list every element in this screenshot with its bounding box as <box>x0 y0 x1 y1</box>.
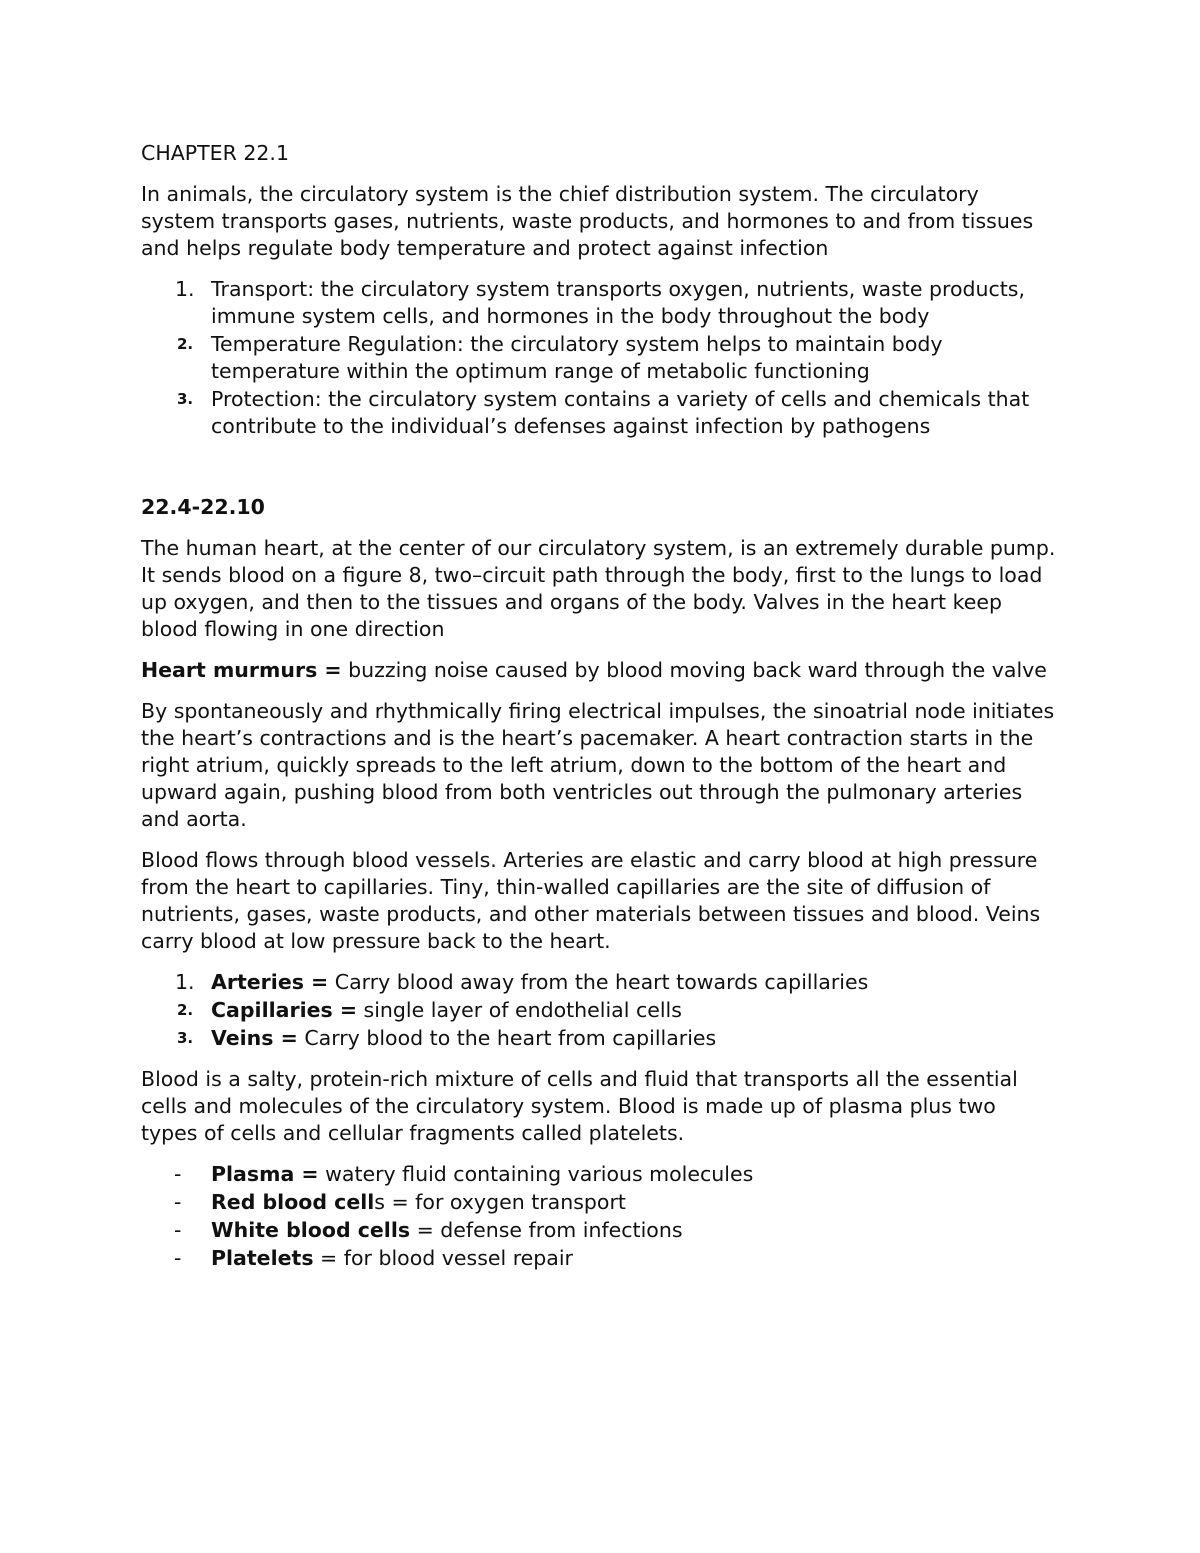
section-spacer <box>141 454 1056 494</box>
list-item-term: Veins = <box>211 1026 298 1050</box>
blood-paragraph: Blood is a salty, protein-rich mixture of cells and fluid that transports all the essential cells and molecules of the circulatory system. Blood is made up of plasma plus two types of cells and cellular fragments called platelets. <box>141 1067 1018 1145</box>
list-item <box>141 997 1056 1024</box>
list-marker: 1. <box>175 277 195 301</box>
list-item <box>141 386 1056 440</box>
list-item-text: = defense from infections <box>410 1218 683 1242</box>
list-item-term: Capillaries = <box>211 998 358 1022</box>
list-item <box>141 969 1056 996</box>
functions-list <box>141 276 1056 440</box>
list-item-text: Protection: the circulatory system contains a variety of cells and chemicals that contribute to the individual’s defenses against infection by pathogens <box>211 387 1030 438</box>
section-heading: 22.4-22.10 <box>141 495 265 519</box>
list-item-text: Temperature Regulation: the circulatory system helps to maintain body temperature within the optimum range of metabolic functioning <box>211 332 943 383</box>
list-marker: 1. <box>175 970 195 994</box>
list-marker: - <box>174 1190 182 1214</box>
list-item-text: single layer of endothelial cells <box>357 998 682 1022</box>
murmur-paragraph <box>141 657 1056 684</box>
list-item <box>141 331 1056 385</box>
list-item-text: Carry blood to the heart from capillaries <box>297 1026 717 1050</box>
list-item-term: Red blood cell <box>211 1190 375 1214</box>
document-page <box>141 140 1056 1286</box>
list-item <box>141 276 1056 330</box>
list-item-text: = for blood vessel repair <box>313 1246 573 1270</box>
sinoatrial-paragraph: By spontaneously and rhythmically firing electrical impulses, the sinoatrial node initiates the heart’s contractions and is the heart’s pacemaker. A heart contraction starts in the right atrium, quickly spreads to the left atrium, down to the bottom of the heart and upward again, pushing blood from both ventricles out through the pulmonary arteries and aorta. <box>141 699 1055 831</box>
vessels-list <box>141 969 1056 1052</box>
list-item-term: Plasma = <box>211 1162 319 1186</box>
list-item <box>141 1217 1056 1244</box>
vessels-paragraph: Blood flows through blood vessels. Arteries are elastic and carry blood at high pressure from the heart to capillaries. Tiny, thin-walled capillaries are the site of diffusion of nutrients, gases, waste products, and other materials between tissues and blood. Veins carry blood at low pressure back to the heart. <box>141 848 1041 953</box>
list-item-text: Transport: the circulatory system transports oxygen, nutrients, waste products, immune system cells, and hormones in the body throughout the body <box>211 277 1025 328</box>
chapter-heading: CHAPTER 22.1 <box>141 141 289 165</box>
intro-paragraph: In animals, the circulatory system is the chief distribution system. The circulatory system transports gases, nutrients, waste products, and hormones to and from tissues and helps regulate body temperature and protect against infection <box>141 182 1034 260</box>
list-marker: - <box>174 1218 182 1242</box>
list-item-text: s = for oxygen transport <box>374 1190 626 1214</box>
list-marker: 3. <box>177 1029 194 1047</box>
list-marker: 3. <box>177 390 194 408</box>
list-item <box>141 1245 1056 1272</box>
blood-components-list <box>141 1161 1056 1272</box>
list-item-term: White blood cells <box>211 1218 411 1242</box>
list-item-text: Carry blood away from the heart towards capillaries <box>328 970 869 994</box>
list-marker: - <box>174 1246 182 1270</box>
list-item <box>141 1189 1056 1216</box>
list-item-term: Arteries = <box>211 970 329 994</box>
list-marker: - <box>174 1162 182 1186</box>
list-marker: 2. <box>177 335 194 353</box>
list-item <box>141 1161 1056 1188</box>
list-item-term: Platelets <box>211 1246 314 1270</box>
list-item-text: watery fluid containing various molecules <box>318 1162 754 1186</box>
murmur-text: buzzing noise caused by blood moving back ward through the valve <box>341 658 1047 682</box>
list-item <box>141 1025 1056 1052</box>
murmur-term: Heart murmurs = <box>141 658 342 682</box>
heart-paragraph: The human heart, at the center of our circulatory system, is an extremely durable pump. It sends blood on a figure 8, two–circuit path through the body, first to the lungs to load up oxygen, and then to the tissues and organs of the body. Valves in the heart keep blood flowing in one direction <box>141 536 1056 641</box>
list-marker: 2. <box>177 1001 194 1019</box>
